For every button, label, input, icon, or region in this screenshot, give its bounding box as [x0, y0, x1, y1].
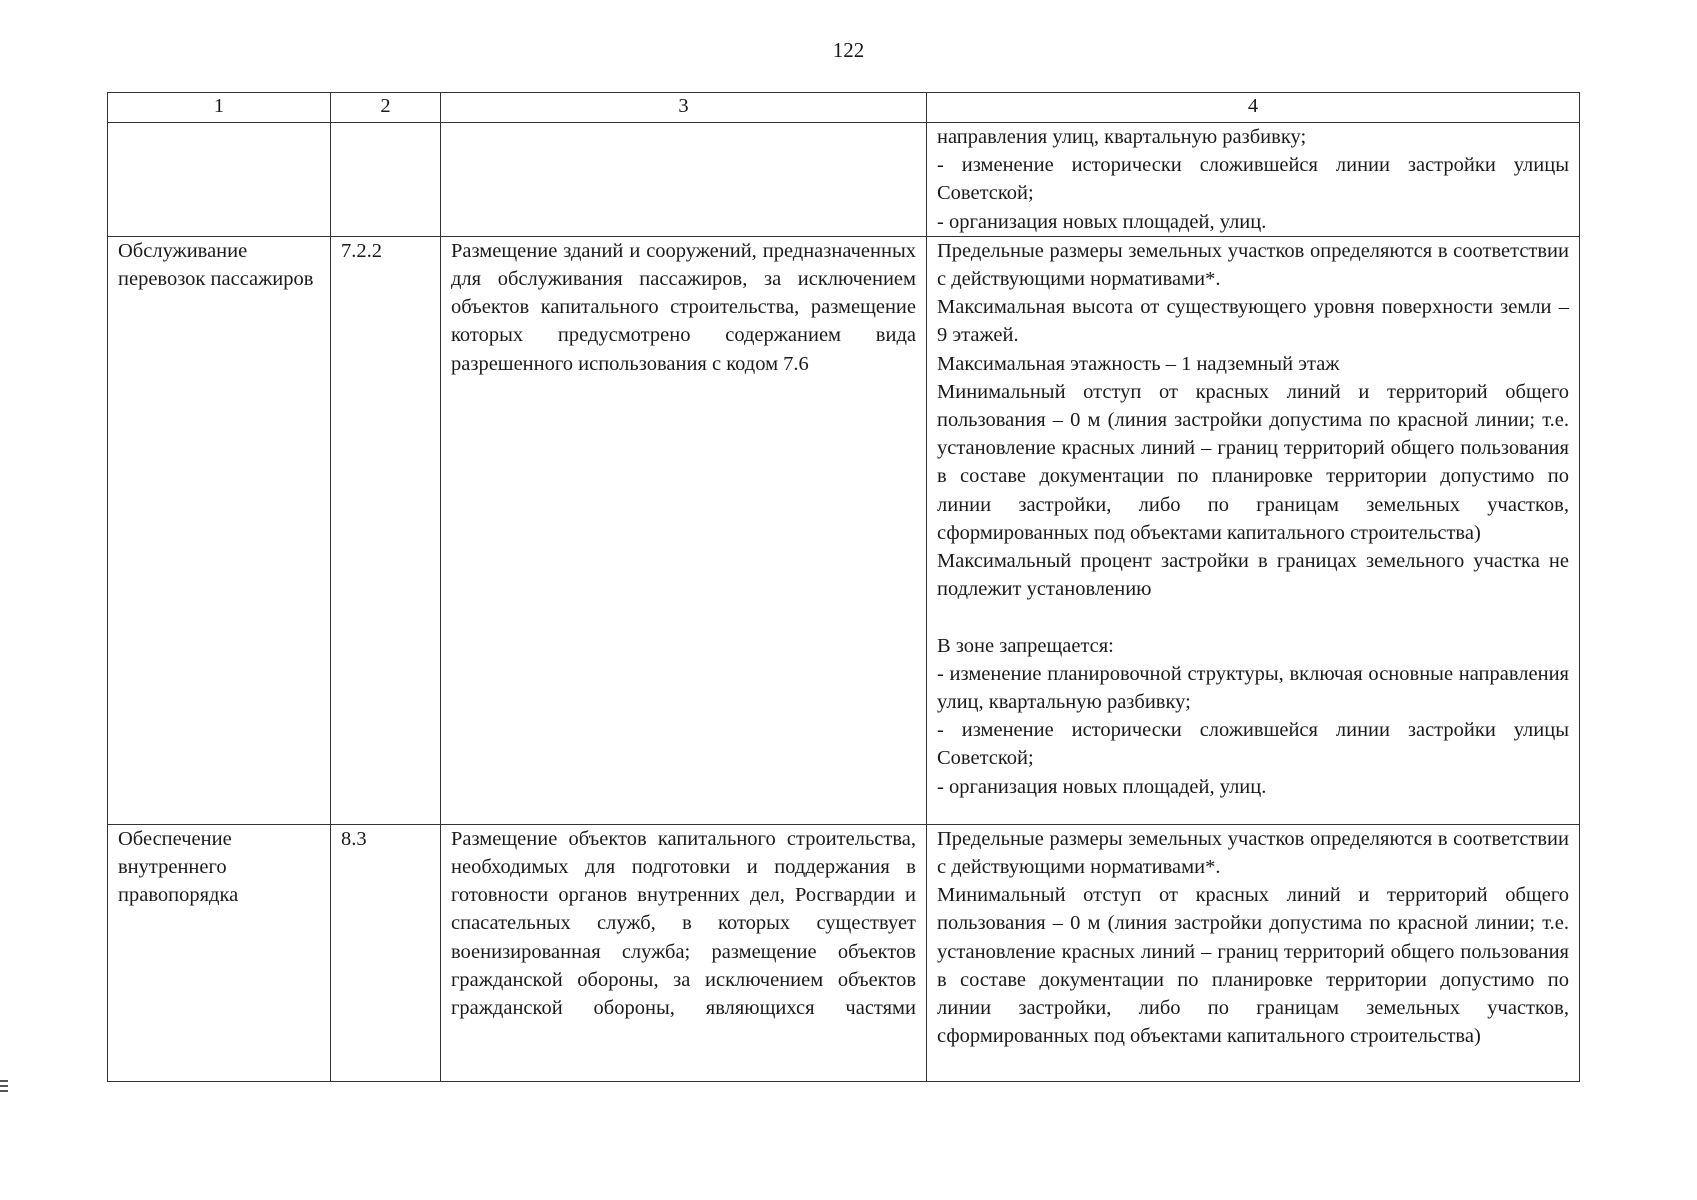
- cell-params: [927, 824, 1580, 1081]
- param-line: Предельные размеры земельных участков определяются в соответствии с действующими нормативами*.: [937, 827, 1569, 879]
- cell-use-name: Обслуживание перевозок пассажиров: [108, 236, 331, 824]
- param-line: - изменение исторически сложившейся линии застройки улицы Советской;: [937, 154, 1569, 205]
- cell-empty: [441, 123, 927, 237]
- param-line: Предельные размеры земельных участков определяются в соответствии с действующими нормативами*.: [937, 239, 1569, 291]
- header-col-1: 1: [108, 93, 331, 123]
- header-col-3: 3: [441, 93, 927, 123]
- cell-use-description: Размещение объектов капитального строительства, необходимых для подготовки и поддержания в готовности органов внутренних дел, Росгвардии и спасательных служб, в которых существует военизированная служба; размещение объектов гражданской обороны, за исключением объектов гражданской обороны, являющихся частями: [441, 824, 927, 1081]
- prohibited-title: В зоне запрещается:: [937, 634, 1114, 657]
- margin-marks: [0, 1080, 10, 1095]
- param-line: Максимальная этажность – 1 надземный этаж: [937, 352, 1340, 375]
- param-line: - организация новых площадей, улиц.: [937, 210, 1267, 233]
- prohibited-line: - организация новых площадей, улиц.: [937, 775, 1267, 798]
- table-row: [108, 824, 1580, 1081]
- cell-params-continuation: [927, 123, 1580, 237]
- cell-empty: [331, 123, 441, 237]
- cell-use-name: Обеспечение внутреннего правопорядка: [108, 824, 331, 1081]
- table-row-continuation: [108, 123, 1580, 237]
- prohibited-line: - изменение планировочной структуры, включая основные направления улиц, квартальную разбивку;: [937, 662, 1569, 714]
- zoning-regulations-table: [107, 92, 1580, 1082]
- table-header-row: [108, 93, 1580, 123]
- header-col-4: 4: [927, 93, 1580, 123]
- page-number: 122: [832, 38, 865, 62]
- cell-use-code: 7.2.2: [331, 236, 441, 824]
- cell-params: [927, 236, 1580, 824]
- prohibited-line: - изменение исторически сложившейся линии застройки улицы Советской;: [937, 719, 1569, 770]
- header-col-2: 2: [331, 93, 441, 123]
- param-line: Максимальный процент застройки в границах земельного участка не подлежит установлению: [937, 550, 1569, 601]
- param-line: Максимальная высота от существующего уровня поверхности земли – 9 этажей.: [937, 296, 1569, 347]
- param-line: Минимальный отступ от красных линий и территорий общего пользования – 0 м (линия застройки допустима по красной линии; т.е. установление красных линий – границ территорий общего пользования в составе документации по планировке территории допустимо по линии застройки, либо по границам земельных участков, сформированных под объектами капитального строительства): [937, 884, 1569, 1048]
- cell-use-code: 8.3: [331, 824, 441, 1081]
- table-row: [108, 236, 1580, 824]
- param-line: Минимальный отступ от красных линий и территорий общего пользования – 0 м (линия застройки допустима по красной линии; т.е. установление красных линий – границ территорий общего пользования в составе документации по планировке территории допустимо по линии застройки, либо по границам земельных участков, сформированных под объектами капитального строительства): [937, 380, 1569, 544]
- param-line: направления улиц, квартальную разбивку;: [937, 126, 1307, 148]
- cell-empty: [108, 123, 331, 237]
- cell-use-description: Размещение зданий и сооружений, предназначенных для обслуживания пассажиров, за исключением объектов капитального строительства, размещение которых предусмотрено содержанием вида разрешенного использования с кодом 7.6: [441, 236, 927, 824]
